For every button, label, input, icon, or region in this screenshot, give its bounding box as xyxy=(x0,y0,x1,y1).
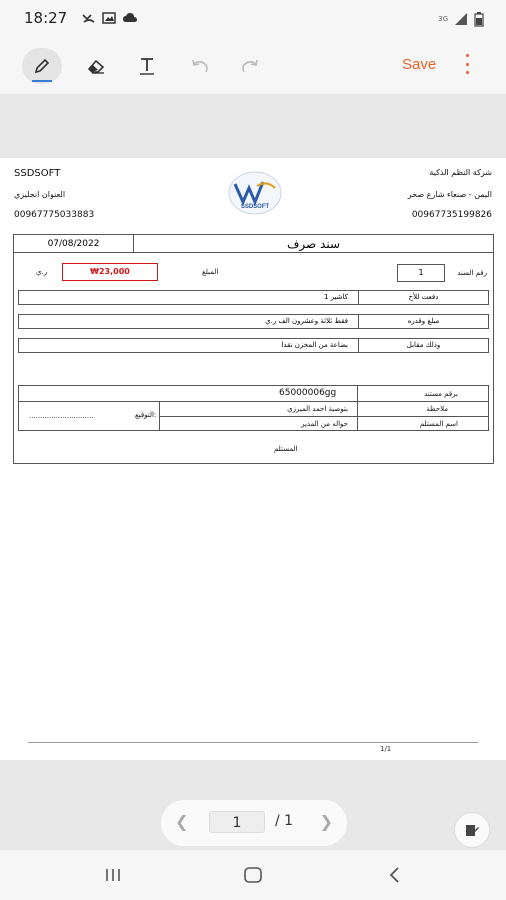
signature-label: التوقيع: xyxy=(135,411,157,419)
signature-line: ............................. xyxy=(29,412,94,420)
phone-en: 00967775033883 xyxy=(14,210,95,220)
text-tool-button[interactable] xyxy=(127,48,167,84)
svg-text:SSDSOFT: SSDSOFT xyxy=(240,204,270,210)
network-type-icon: 3G xyxy=(438,15,448,23)
more-options-button[interactable] xyxy=(460,52,474,76)
home-button[interactable] xyxy=(238,864,268,886)
recents-button[interactable] xyxy=(98,864,128,886)
edit-page-button[interactable] xyxy=(454,812,490,848)
eraser-icon xyxy=(86,57,106,75)
pen-tool-button[interactable] xyxy=(22,48,62,84)
next-page-button[interactable]: ❯ xyxy=(319,812,333,831)
page-footer-divider xyxy=(28,742,478,743)
status-bar xyxy=(0,0,506,38)
recipient-label: اسم المستلم xyxy=(419,420,458,428)
more-dot-icon xyxy=(466,71,469,74)
divider xyxy=(159,416,488,417)
system-navigation-bar xyxy=(0,850,506,900)
more-dot-icon xyxy=(466,63,469,66)
voucher-title: سند صرف xyxy=(134,235,493,253)
voucher-number-value: 1 xyxy=(397,264,445,282)
phone-ar: 00967735199826 xyxy=(411,210,492,220)
receiver-label: المستلم xyxy=(274,445,298,453)
paid-to-label: دفعت للأخ xyxy=(358,291,488,304)
pen-icon xyxy=(33,57,51,75)
document-page[interactable] xyxy=(0,158,506,760)
signal-icon xyxy=(454,12,468,26)
redo-icon xyxy=(240,57,260,75)
amount-words-row xyxy=(18,314,489,329)
voucher-date: 07/08/2022 xyxy=(14,235,134,253)
page-footer-number: 1/1 xyxy=(380,745,392,753)
divider xyxy=(19,401,488,402)
recipient-value: حواله من المدير xyxy=(301,420,348,428)
eraser-tool-button[interactable] xyxy=(76,48,116,84)
company-name-en: SSDSOFT xyxy=(14,168,61,179)
amount-words-value: فقط ثلاثة وعشرون الف ر.ي xyxy=(265,317,348,325)
editing-toolbar xyxy=(0,38,506,94)
page-navigator xyxy=(161,800,347,846)
text-icon xyxy=(137,56,157,76)
reference-value: 65000006gg xyxy=(279,388,337,398)
purpose-row xyxy=(18,338,489,353)
purpose-value: بضاعة من المخزن نقدا xyxy=(281,341,348,349)
address-ar: اليمن - صنعاء شارع صخر xyxy=(407,190,492,199)
status-time: 18:27 xyxy=(24,9,68,27)
current-page-input[interactable]: 1 xyxy=(209,811,265,833)
home-icon xyxy=(242,866,264,884)
note-value: بتوصية احمد الميرزي xyxy=(287,405,348,413)
save-button[interactable]: Save xyxy=(402,56,437,73)
reference-label: برقم مستند xyxy=(424,390,458,398)
paid-to-value: كاشير 1 xyxy=(324,293,348,301)
currency-label: ر.ي xyxy=(36,268,48,276)
details-block xyxy=(18,385,489,431)
bottom-controls xyxy=(0,760,506,850)
amount-value: ₩23,000 xyxy=(62,263,158,281)
back-icon xyxy=(387,866,403,884)
battery-icon xyxy=(474,11,484,27)
amount-label: المبلغ xyxy=(202,268,219,276)
notification-icons xyxy=(82,11,138,25)
amount-words-label: مبلغ وقدره xyxy=(358,315,488,328)
cloud-icon xyxy=(122,11,138,25)
undo-icon xyxy=(190,57,210,75)
system-icons xyxy=(438,11,484,27)
purpose-label: وذلك مقابل xyxy=(358,339,488,352)
previous-page-button[interactable]: ❮ xyxy=(175,812,189,831)
missed-call-icon xyxy=(82,11,96,25)
company-name-ar: شركة النظم الذكية xyxy=(429,168,492,177)
more-dot-icon xyxy=(466,54,469,57)
back-button[interactable] xyxy=(380,864,410,886)
total-pages: / 1 xyxy=(275,813,294,829)
address-en: العنوان انجليزي xyxy=(14,190,66,199)
note-label: ملاحظة xyxy=(426,405,448,413)
redo-button[interactable] xyxy=(230,48,270,84)
company-logo xyxy=(227,170,283,216)
document-viewer[interactable] xyxy=(0,94,506,760)
gallery-icon xyxy=(102,11,116,25)
voucher-number-label: رقم السند xyxy=(457,269,487,277)
edit-page-icon xyxy=(464,822,480,838)
divider xyxy=(159,401,160,430)
voucher-form xyxy=(13,234,494,464)
recents-icon xyxy=(103,867,123,883)
undo-button[interactable] xyxy=(180,48,220,84)
divider xyxy=(357,386,358,430)
paid-to-row xyxy=(18,290,489,305)
